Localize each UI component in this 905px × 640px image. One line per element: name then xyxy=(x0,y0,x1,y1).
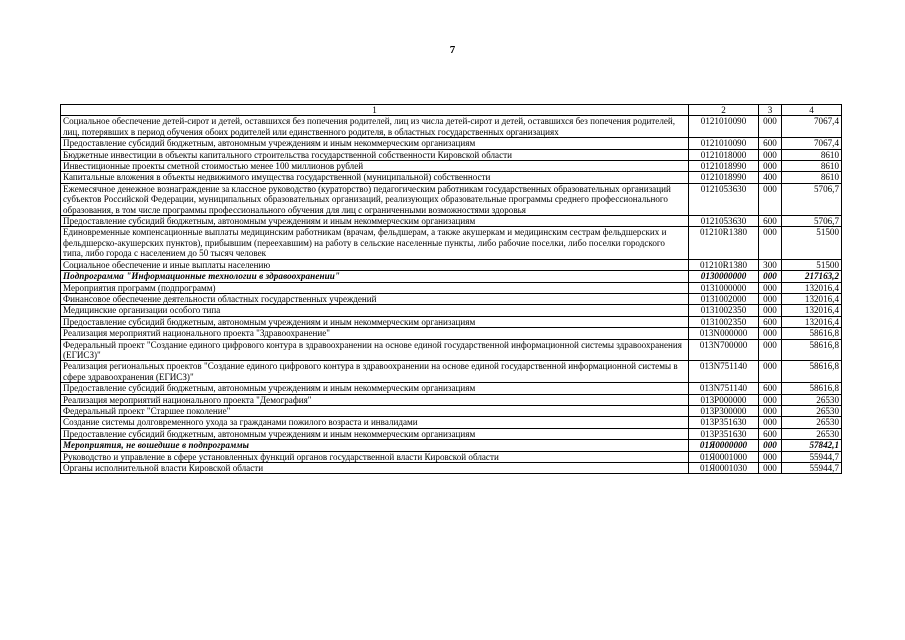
row-type-cell: 000 xyxy=(759,227,782,259)
row-name-cell: Социальное обеспечение и иные выплаты населению xyxy=(61,259,689,270)
table-header-row xyxy=(61,105,842,116)
table-row xyxy=(61,227,842,259)
row-type-cell: 000 xyxy=(759,405,782,416)
row-type-cell: 000 xyxy=(759,305,782,316)
row-amount-cell: 55944,7 xyxy=(782,451,842,462)
row-name-cell: Федеральный проект "Создание единого цифрового контура в здравоохранении на основе единой государственной информационной системы здравоохранения (ЕГИСЗ)" xyxy=(61,339,689,361)
row-code-cell: 0121010090 xyxy=(689,138,759,149)
row-name-cell: Финансовое обеспечение деятельности областных государственных учреждений xyxy=(61,293,689,304)
row-type-cell: 000 xyxy=(759,463,782,474)
row-amount-cell: 132016,4 xyxy=(782,282,842,293)
row-code-cell: 0131000000 xyxy=(689,282,759,293)
row-type-cell: 000 xyxy=(759,361,782,383)
row-type-cell: 600 xyxy=(759,383,782,394)
row-type-cell: 300 xyxy=(759,259,782,270)
row-type-cell: 000 xyxy=(759,271,782,282)
table-row xyxy=(61,149,842,160)
row-code-cell: 013P351630 xyxy=(689,428,759,439)
row-name-cell: Мероприятия, не вошедшие в подпрограммы xyxy=(61,440,689,451)
row-type-cell: 000 xyxy=(759,149,782,160)
table-row xyxy=(61,405,842,416)
row-code-cell: 013P300000 xyxy=(689,405,759,416)
header-col-4: 4 xyxy=(782,105,842,116)
table-row xyxy=(61,394,842,405)
row-code-cell: 0131002000 xyxy=(689,293,759,304)
row-amount-cell: 8610 xyxy=(782,172,842,183)
table-row xyxy=(61,463,842,474)
row-amount-cell: 132016,4 xyxy=(782,305,842,316)
row-amount-cell: 58616,8 xyxy=(782,328,842,339)
table-row xyxy=(61,383,842,394)
row-amount-cell: 58616,8 xyxy=(782,339,842,361)
row-code-cell: 013P351630 xyxy=(689,417,759,428)
row-type-cell: 000 xyxy=(759,339,782,361)
table-row xyxy=(61,316,842,327)
table-row xyxy=(61,183,842,215)
row-name-cell: Единовременные компенсационные выплаты медицинским работникам (врачам, фельдшерам, а также акушеркам и медицинским сестрам фельдшерских и фельдшерско-акушерских пунктов), прибывшим (переехавшим) на работу в сельские населенные пункты, либо рабочие поселки, либо поселки городского типа, либо города с населением до 50 тысяч человек xyxy=(61,227,689,259)
table-row xyxy=(61,417,842,428)
row-name-cell: Мероприятия программ (подпрограмм) xyxy=(61,282,689,293)
row-name-cell: Руководство и управление в сфере установленных функций органов государственной власти Кировской области xyxy=(61,451,689,462)
row-amount-cell: 217163,2 xyxy=(782,271,842,282)
row-code-cell: 013P000000 xyxy=(689,394,759,405)
row-amount-cell: 26530 xyxy=(782,405,842,416)
table-row xyxy=(61,293,842,304)
row-name-cell: Федеральный проект "Старшее поколение" xyxy=(61,405,689,416)
row-amount-cell: 26530 xyxy=(782,394,842,405)
row-amount-cell: 5706,7 xyxy=(782,183,842,215)
row-type-cell: 000 xyxy=(759,328,782,339)
row-code-cell: 0130000000 xyxy=(689,271,759,282)
row-code-cell: 01210R1380 xyxy=(689,227,759,259)
header-col-2: 2 xyxy=(689,105,759,116)
row-type-cell: 000 xyxy=(759,440,782,451)
row-type-cell: 000 xyxy=(759,394,782,405)
row-type-cell: 000 xyxy=(759,282,782,293)
row-type-cell: 000 xyxy=(759,293,782,304)
table-row xyxy=(61,282,842,293)
row-type-cell: 600 xyxy=(759,428,782,439)
row-name-cell: Инвестиционные проекты сметной стоимостью менее 100 миллионов рублей xyxy=(61,161,689,172)
row-name-cell: Предоставление субсидий бюджетным, автономным учреждениям и иным некоммерческим организациям xyxy=(61,316,689,327)
table-row xyxy=(61,428,842,439)
row-type-cell: 600 xyxy=(759,138,782,149)
table-row xyxy=(61,161,842,172)
row-amount-cell: 58616,8 xyxy=(782,361,842,383)
row-name-cell: Медицинские организации особого типа xyxy=(61,305,689,316)
table-row xyxy=(61,172,842,183)
header-col-3: 3 xyxy=(759,105,782,116)
row-name-cell: Предоставление субсидий бюджетным, автономным учреждениям и иным некоммерческим организациям xyxy=(61,383,689,394)
table-row xyxy=(61,305,842,316)
row-name-cell: Подпрограмма "Информационные технологии в здравоохранении" xyxy=(61,271,689,282)
row-name-cell: Бюджетные инвестиции в объекты капитального строительства государственной собственности Кировской области xyxy=(61,149,689,160)
table-row xyxy=(61,451,842,462)
row-type-cell: 600 xyxy=(759,216,782,227)
page-number: 7 xyxy=(449,44,456,56)
row-amount-cell: 51500 xyxy=(782,227,842,259)
row-code-cell: 0131002350 xyxy=(689,305,759,316)
row-amount-cell: 7067,4 xyxy=(782,138,842,149)
row-code-cell: 013N751140 xyxy=(689,361,759,383)
row-amount-cell: 8610 xyxy=(782,149,842,160)
row-code-cell: 0121053630 xyxy=(689,216,759,227)
row-code-cell: 0121018990 xyxy=(689,172,759,183)
row-code-cell: 0131002350 xyxy=(689,316,759,327)
row-type-cell: 000 xyxy=(759,451,782,462)
row-code-cell: 013N751140 xyxy=(689,383,759,394)
row-code-cell: 01210R1380 xyxy=(689,259,759,270)
row-amount-cell: 58616,8 xyxy=(782,383,842,394)
row-amount-cell: 57842,1 xyxy=(782,440,842,451)
row-amount-cell: 26530 xyxy=(782,417,842,428)
row-name-cell: Реализация мероприятий национального проекта "Здравоохранение" xyxy=(61,328,689,339)
row-amount-cell: 51500 xyxy=(782,259,842,270)
table-row xyxy=(61,259,842,270)
row-name-cell: Реализация региональных проектов "Создание единого цифрового контура в здравоохранении на основе единой государственной информационной системы в сфере здравоохранения (ЕГИСЗ)" xyxy=(61,361,689,383)
row-name-cell: Предоставление субсидий бюджетным, автономным учреждениям и иным некоммерческим организациям xyxy=(61,138,689,149)
budget-table xyxy=(60,104,842,474)
table-row xyxy=(61,271,842,282)
row-code-cell: 013N000000 xyxy=(689,328,759,339)
row-type-cell: 000 xyxy=(759,183,782,215)
row-code-cell: 013N700000 xyxy=(689,339,759,361)
table-row xyxy=(61,328,842,339)
row-amount-cell: 5706,7 xyxy=(782,216,842,227)
row-name-cell: Органы исполнительной власти Кировской области xyxy=(61,463,689,474)
table-row xyxy=(61,138,842,149)
row-code-cell: 01Я0000000 xyxy=(689,440,759,451)
row-code-cell: 01Я0001000 xyxy=(689,451,759,462)
table-row xyxy=(61,361,842,383)
table-row xyxy=(61,116,842,138)
row-type-cell: 000 xyxy=(759,417,782,428)
row-name-cell: Социальное обеспечение детей-сирот и детей, оставшихся без попечения родителей, лиц из числа детей-сирот и детей, оставшихся без попечения родителей, лиц, потерявших в период обучения обоих родителей или единственного родителя, в областных государственных организациях xyxy=(61,116,689,138)
row-amount-cell: 8610 xyxy=(782,161,842,172)
row-code-cell: 0121018990 xyxy=(689,161,759,172)
row-name-cell: Ежемесячное денежное вознаграждение за классное руководство (кураторство) педагогическим работникам государственных образовательных организаций субъектов Российской Федерации, муниципальных образовательных организаций, реализующих образовательные программы среднего профессионального образования, в том числе программы профессионального обучения для лиц с ограниченными возможностями здоровья xyxy=(61,183,689,215)
row-type-cell: 600 xyxy=(759,316,782,327)
row-name-cell: Предоставление субсидий бюджетным, автономным учреждениям и иным некоммерческим организациям xyxy=(61,428,689,439)
row-amount-cell: 132016,4 xyxy=(782,316,842,327)
row-amount-cell: 7067,4 xyxy=(782,116,842,138)
row-type-cell: 400 xyxy=(759,172,782,183)
row-name-cell: Капитальные вложения в объекты недвижимого имущества государственной (муниципальной) собственности xyxy=(61,172,689,183)
header-col-1: 1 xyxy=(61,105,689,116)
budget-table-body xyxy=(61,105,842,474)
row-code-cell: 01Я0001030 xyxy=(689,463,759,474)
row-amount-cell: 55944,7 xyxy=(782,463,842,474)
row-name-cell: Предоставление субсидий бюджетным, автономным учреждениям и иным некоммерческим организациям xyxy=(61,216,689,227)
row-code-cell: 0121053630 xyxy=(689,183,759,215)
table-row xyxy=(61,440,842,451)
row-name-cell: Создание системы долговременного ухода за гражданами пожилого возраста и инвалидами xyxy=(61,417,689,428)
row-code-cell: 0121018000 xyxy=(689,149,759,160)
row-amount-cell: 26530 xyxy=(782,428,842,439)
row-amount-cell: 132016,4 xyxy=(782,293,842,304)
row-code-cell: 0121010090 xyxy=(689,116,759,138)
table-row xyxy=(61,216,842,227)
row-name-cell: Реализация мероприятий национального проекта "Демография" xyxy=(61,394,689,405)
row-type-cell: 000 xyxy=(759,161,782,172)
row-type-cell: 000 xyxy=(759,116,782,138)
table-row xyxy=(61,339,842,361)
